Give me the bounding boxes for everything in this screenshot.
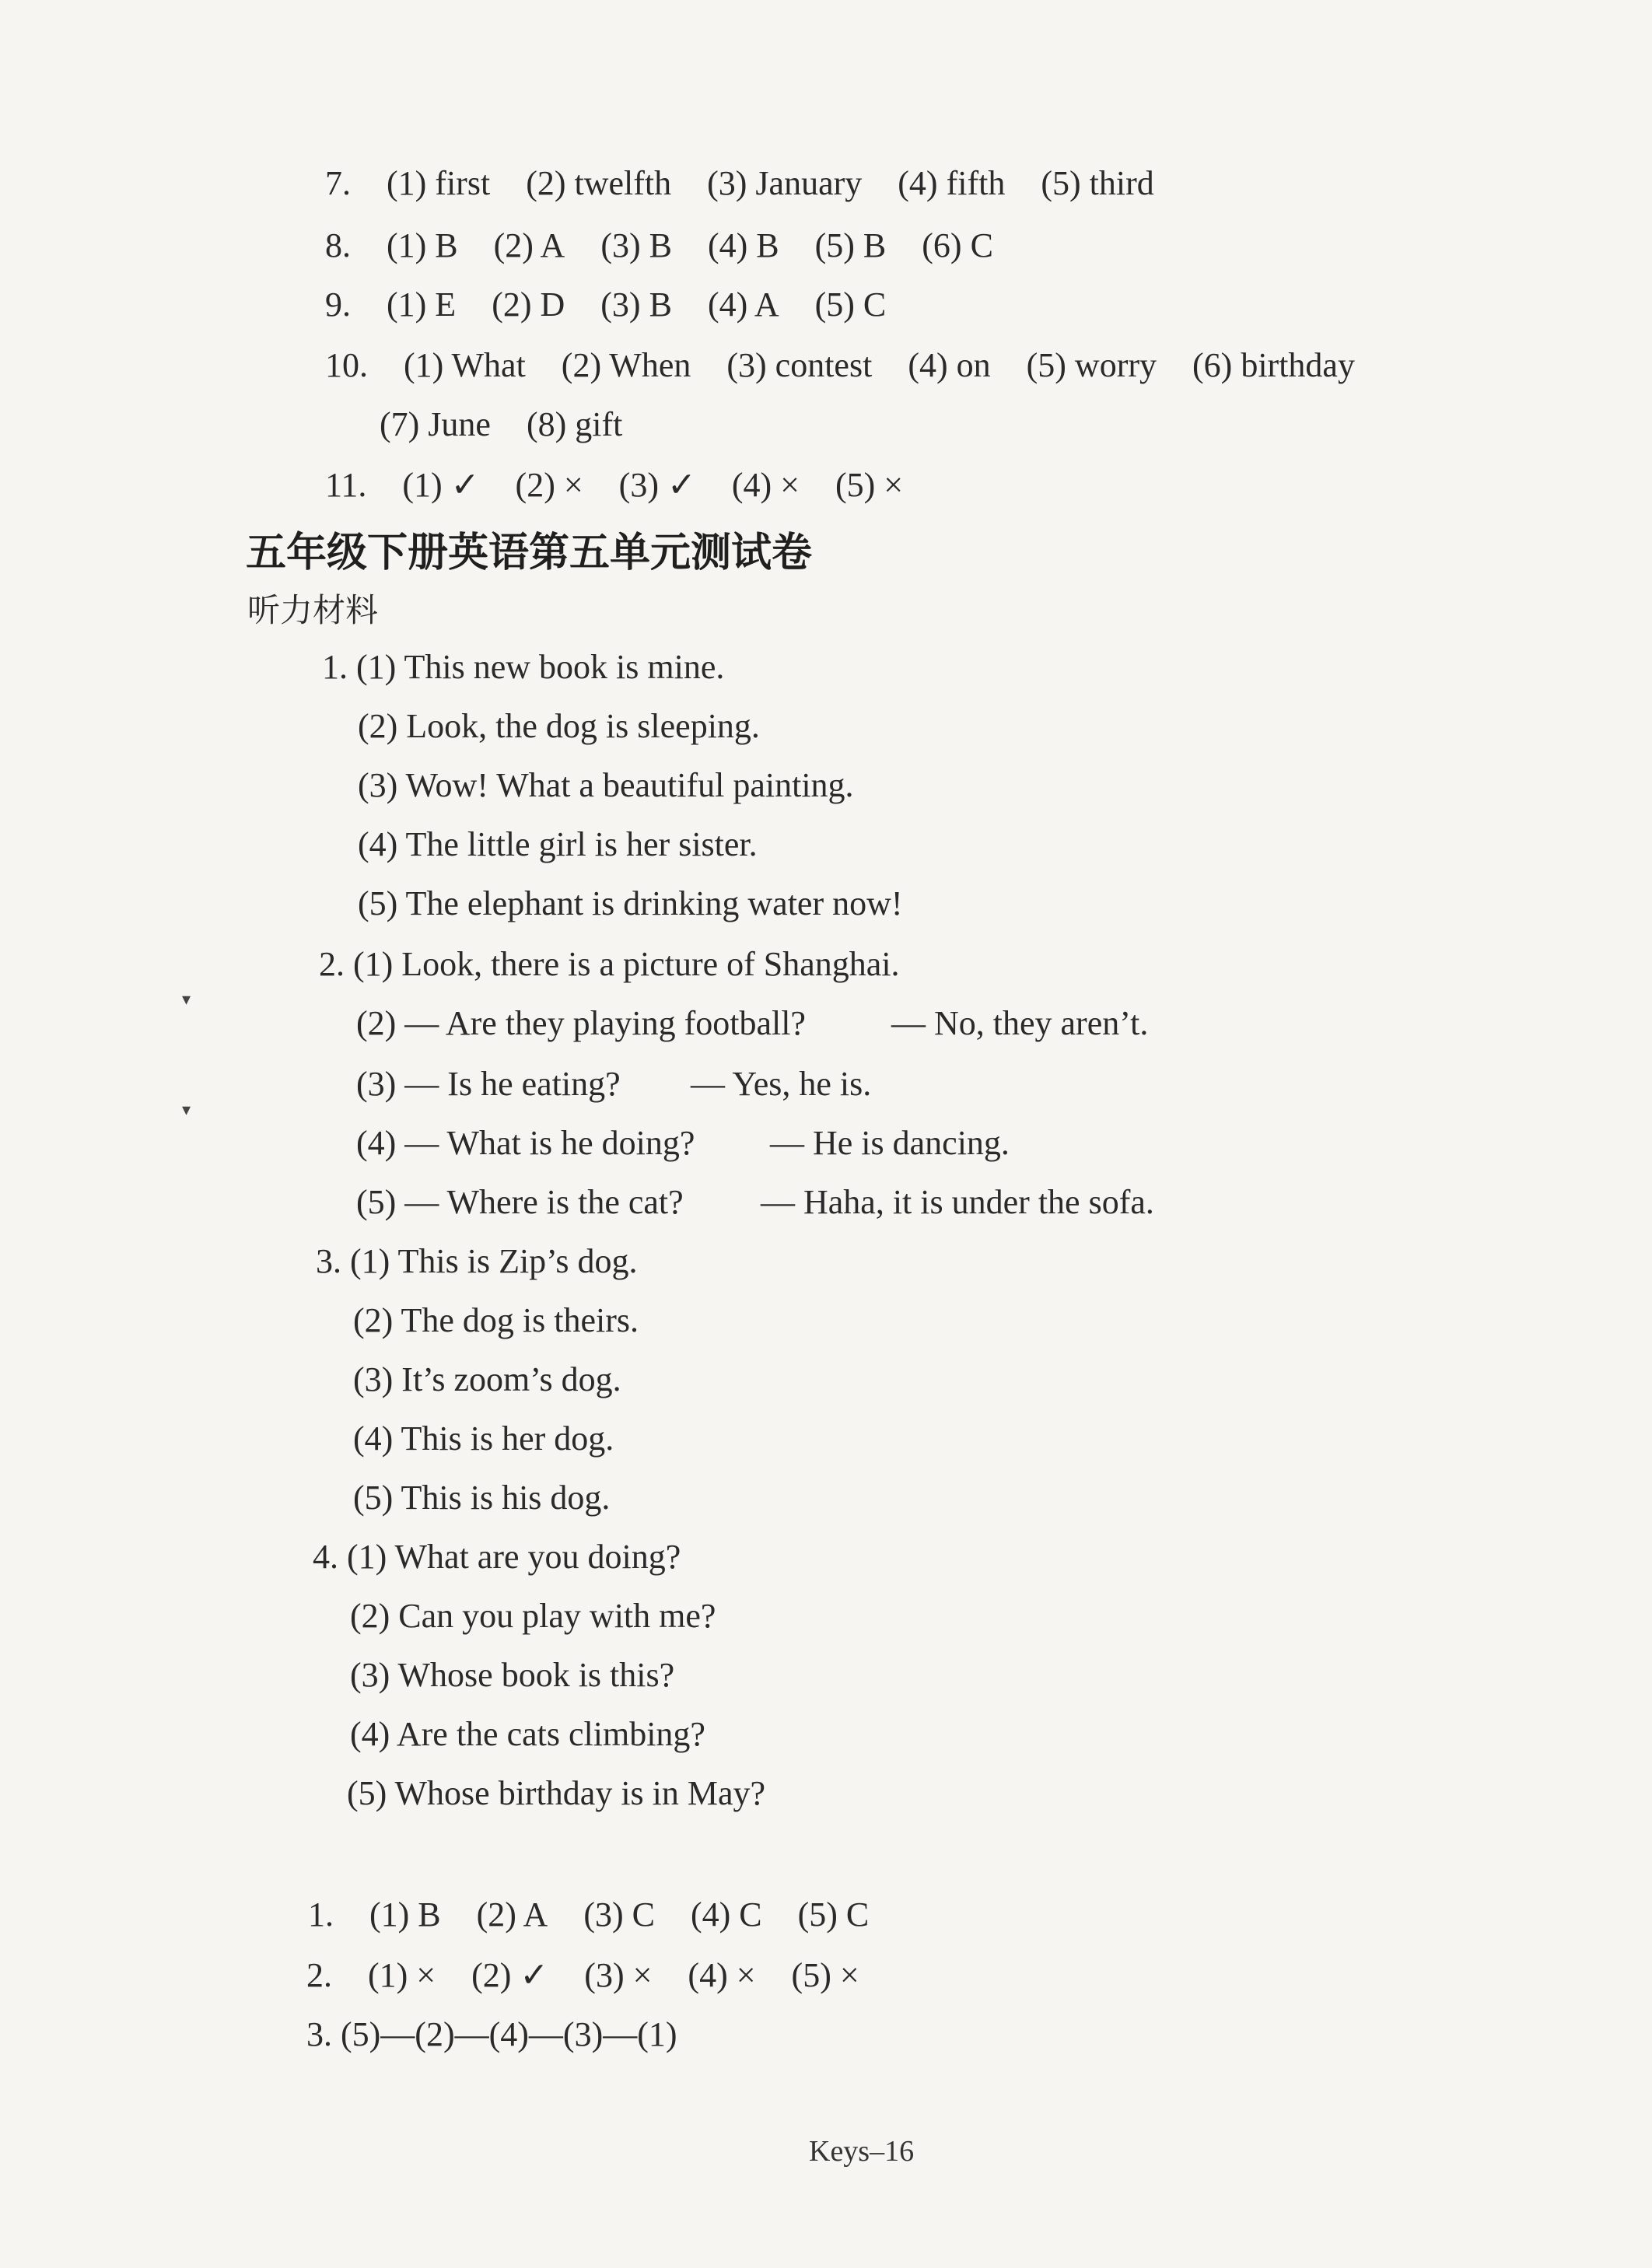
answer-item: (3) ×: [584, 1956, 653, 1994]
listening-line: (2) — Are they playing football?: [356, 1004, 806, 1042]
answer-item: (6) birthday: [1192, 346, 1355, 384]
answer-item: (1) ✓: [402, 466, 480, 504]
listening-line: (2) Look, the dog is sleeping.: [358, 707, 760, 745]
answer-item: (3) ✓: [618, 466, 696, 504]
listening-line: (2) The dog is theirs.: [353, 1301, 639, 1339]
listening-line: 3. (1) This is Zip’s dog.: [316, 1242, 638, 1280]
answer-item: (4) on: [908, 346, 991, 384]
answer-item: (1) B: [387, 226, 458, 264]
listening-line: (2) Can you play with me?: [350, 1597, 716, 1635]
listening-line: (3) Whose book is this?: [350, 1656, 675, 1694]
listening-line: (4) — What is he doing?: [356, 1124, 695, 1162]
answer-item: (2) ✓: [471, 1956, 549, 1994]
answer-item: (5) ×: [835, 466, 904, 504]
answer-item: (5) C: [814, 285, 887, 324]
section-title: 五年级下册英语第五单元测试卷: [246, 530, 813, 576]
answer-item: (4) ×: [731, 466, 800, 504]
answer-row-1: [308, 1895, 870, 1934]
answer-item: (2) ×: [515, 466, 583, 504]
listening-label: 听力材料: [247, 591, 379, 629]
question-number: 8.: [325, 226, 351, 264]
answer-row-10: [325, 348, 1355, 383]
answer-item: (8) gift: [526, 405, 623, 443]
listening-line: (5) Whose birthday is in May?: [347, 1774, 766, 1812]
answer-item: (1) What: [404, 346, 526, 384]
listening-line: (5) — Where is the cat?: [356, 1183, 684, 1221]
answer-item: (5) ×: [791, 1956, 859, 1994]
listening-line: (4) The little girl is her sister.: [358, 825, 758, 863]
scan-mark: ▾: [182, 1100, 191, 1119]
question-number: 2.: [306, 1956, 332, 1994]
answer-item: (3) C: [583, 1895, 655, 1934]
listening-line: — Haha, it is under the sofa.: [761, 1183, 1154, 1221]
answer-row-3: 3. (5)—(2)—(4)—(3)—(1): [306, 2015, 677, 2053]
answer-item: (4) A: [707, 285, 779, 324]
answer-item: (3) B: [600, 226, 672, 264]
answer-row-7: [325, 166, 1154, 201]
answer-item: (3) contest: [726, 346, 873, 384]
answer-item: (3) B: [600, 285, 672, 324]
answer-item: (1) ×: [368, 1956, 436, 1994]
listening-line: 2. (1) Look, there is a picture of Shanghai.: [319, 945, 900, 983]
listening-line: (4) Are the cats climbing?: [350, 1715, 705, 1753]
answer-item: (4) ×: [688, 1956, 756, 1994]
listening-line: — He is dancing.: [770, 1124, 1010, 1162]
answer-item: (2) When: [561, 346, 691, 384]
answer-item: (7) June: [380, 405, 491, 443]
answer-item: (5) C: [797, 1895, 870, 1934]
answer-item: (2) A: [493, 226, 565, 264]
answer-item: (4) B: [707, 226, 779, 264]
question-number: 1.: [308, 1895, 334, 1934]
scan-mark: ▾: [182, 989, 191, 1009]
listening-line: (5) This is his dog.: [353, 1479, 611, 1517]
answer-item: (2) D: [492, 285, 565, 324]
answer-row-2: [306, 1958, 859, 1993]
answer-row-9: [325, 285, 887, 324]
answer-item: (4) fifth: [898, 164, 1006, 202]
answer-item: (1) E: [387, 285, 457, 324]
answer-item: (1) B: [369, 1895, 441, 1934]
listening-line: (3) It’s zoom’s dog.: [353, 1360, 621, 1398]
page-footer: Keys–16: [809, 2135, 915, 2168]
listening-line: (4) This is her dog.: [353, 1419, 614, 1458]
question-number: 9.: [325, 285, 351, 324]
answer-item: (5) worry: [1026, 346, 1157, 384]
answer-item: (2) twelfth: [526, 164, 672, 202]
listening-line: 1. (1) This new book is mine.: [322, 648, 725, 686]
answer-item: (6) C: [922, 226, 993, 264]
answer-item: (1) first: [387, 164, 491, 202]
question-number: 10.: [325, 346, 368, 384]
listening-line: (3) — Is he eating?: [356, 1065, 621, 1103]
answer-item: (4) C: [690, 1895, 762, 1934]
answer-item: (5) B: [814, 226, 887, 264]
listening-line: (3) Wow! What a beautiful painting.: [358, 766, 854, 804]
question-number: 7.: [325, 164, 351, 202]
answer-item: (5) third: [1041, 164, 1154, 202]
answer-row-11: [325, 468, 903, 502]
answer-item: (3) January: [707, 164, 863, 202]
listening-line: — No, they aren’t.: [891, 1004, 1149, 1042]
question-number: 11.: [325, 466, 367, 504]
listening-line: — Yes, he is.: [691, 1065, 872, 1103]
answer-row-8: [325, 226, 993, 264]
answer-row-10-cont: [380, 405, 623, 443]
listening-line: (5) The elephant is drinking water now!: [358, 884, 903, 922]
listening-line: 4. (1) What are you doing?: [313, 1538, 681, 1576]
answer-item: (2) A: [476, 1895, 548, 1934]
